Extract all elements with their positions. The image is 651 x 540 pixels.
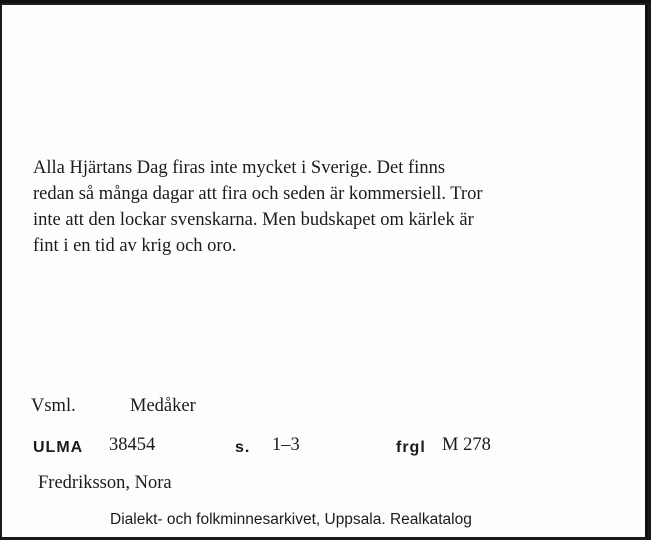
body-line: redan så många dagar att fira och seden är kommersiell. Tror	[33, 184, 483, 204]
body-line: fint i en tid av krig och oro.	[33, 236, 237, 256]
body-line: inte att den lockar svenskarna. Men budskapet om kärlek är	[33, 210, 474, 230]
body-line: Alla Hjärtans Dag firas inte mycket i Sverige. Det finns	[33, 158, 446, 178]
page-label: s.	[235, 439, 251, 456]
archive-footer: Dialekt- och folkminnesarkivet, Uppsala. Realkatalog	[110, 511, 472, 528]
province-label: Vsml.	[31, 396, 76, 416]
archive-number: 38454	[109, 435, 156, 455]
archive-label: ULMA	[33, 439, 84, 456]
question-number: M 278	[442, 435, 491, 455]
informant-name: Fredriksson, Nora	[38, 473, 172, 493]
archive-card	[2, 3, 648, 537]
question-label: frgl	[396, 439, 426, 456]
page-range: 1–3	[272, 435, 300, 455]
card-body-text	[33, 155, 623, 259]
parish-name: Medåker	[130, 396, 196, 416]
